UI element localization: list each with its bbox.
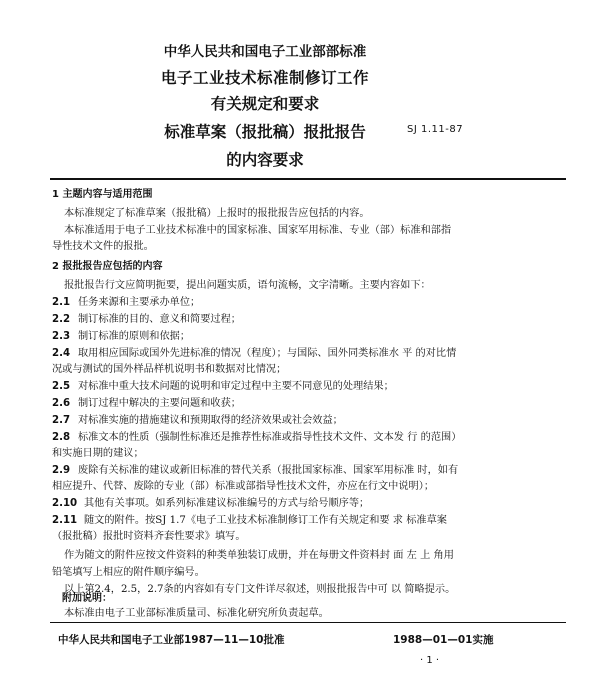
item-number: 2.1: [52, 297, 71, 308]
list-item-cont: [52, 480, 434, 493]
item-text: 制订标准的目的、意义和简要过程；: [78, 314, 241, 325]
list-item: [52, 514, 447, 527]
item-number: 2.9: [52, 465, 71, 476]
list-item: [52, 431, 461, 444]
footer-rule: [50, 622, 566, 623]
item-number: 2.6: [52, 398, 71, 409]
item-text: 况或与测试的国外样品样机说明书和数据对比情况；: [52, 364, 287, 375]
item-text: 制订标准的原则和依据；: [78, 331, 191, 342]
item-text: 取用相应国际或国外先进标准的情况（程度）；与国际、国外同类标准水 平 的对比情: [78, 348, 457, 359]
section-2-intro: 报批报告行文应简明扼要，提出问题实质，语句流畅，文字清晰。主要内容如下：: [64, 280, 431, 291]
note-2: 以上第2.4，2.5，2.7条的内容如有专门文件详尽叙述，则报批报告中可 以 简略提示。: [64, 584, 456, 595]
page-number: · 1 ·: [420, 655, 440, 666]
section-1-para-2-cont: 导性技术文件的报批。: [52, 241, 154, 252]
list-item: [52, 313, 241, 326]
list-item: [52, 380, 394, 393]
list-item: [52, 330, 190, 343]
section-1-heading: 1 主题内容与适用范围: [52, 189, 153, 200]
approval-statement: 中华人民共和国电子工业部1987—11—10批准: [58, 634, 285, 646]
title-line-3: 标准草案（报批稿）报批报告: [164, 123, 366, 141]
item-text: 对标准中重大技术问题的说明和审定过程中主要不同意见的处理结果；: [78, 381, 394, 392]
section-1-para-2: 本标准适用于电子工业技术标准中的国家标准、国家军用标准、专业（部）标准和部指: [64, 225, 452, 236]
item-text: 制订过程中解决的主要问题和收获；: [78, 398, 241, 409]
appendix-text: 本标准由电子工业部标准质量司、标准化研究所负责起草。: [64, 608, 329, 619]
header-rule: [50, 178, 566, 180]
title-line-2: 有关规定和要求: [210, 95, 320, 113]
title-line-4: 的内容要求: [226, 151, 304, 169]
item-number: 2.4: [52, 348, 71, 359]
item-text: 和实施日期的建议；: [52, 448, 144, 459]
list-item: [52, 464, 458, 477]
item-number: 2.10: [52, 498, 78, 509]
item-text: 任务来源和主要承办单位；: [78, 297, 201, 308]
item-text: 其他有关事项。如系列标准建议标准编号的方式与给号顺序等；: [84, 498, 370, 509]
item-number: 2.8: [52, 432, 71, 443]
list-item: [52, 296, 200, 309]
item-number: 2.7: [52, 415, 71, 426]
list-item-cont: [52, 363, 286, 376]
item-number: 2.5: [52, 381, 71, 392]
appendix-heading: 附加说明：: [62, 593, 112, 604]
item-number: 2.11: [52, 515, 78, 526]
implementation-date: 1988—01—01实施: [393, 634, 494, 646]
list-item: [52, 414, 343, 427]
standard-code: SJ 1.11-87: [407, 124, 464, 135]
item-text: （报批稿）报批时资料齐套性要求》填写。: [52, 531, 246, 542]
note-1: 作为随文的附件应按文件资料的种类单独装订成册，并在每册文件资料封 面 左 上 角用: [64, 550, 454, 561]
list-item: [52, 397, 241, 410]
note-1-cont: 铅笔填写上相应的附件顺序编号。: [52, 567, 205, 578]
item-text: 废除有关标准的建议或新旧标准的替代关系（报批国家标准、国家军用标准 时，如有: [78, 465, 459, 476]
item-text: 对标准实施的措施建议和预期取得的经济效果或社会效益；: [78, 415, 343, 426]
item-text: 相应提升、代替、废除的专业（部）标准或部指导性技术文件，亦应在行文中说明）；: [52, 481, 435, 492]
list-item: [52, 347, 456, 360]
title-line-1: 电子工业技术标准制修订工作: [160, 69, 369, 87]
issuer-line: 中华人民共和国电子工业部部标准: [163, 44, 367, 60]
list-item-cont: [52, 447, 144, 460]
item-text: 随文的附件。按SJ 1.7《电子工业技术标准制修订工作有关规定和要 求 标准草案: [84, 515, 447, 526]
item-number: 2.2: [52, 314, 71, 325]
list-item-cont: [52, 530, 246, 543]
list-item: [52, 497, 369, 510]
item-text: 标准文本的性质（强制性标准还是推荐性标准或指导性技术文件、文本发 行 的范围）: [78, 432, 462, 443]
item-number: 2.3: [52, 331, 71, 342]
section-2-heading: 2 报批报告应包括的内容: [52, 261, 163, 272]
section-1-para-1: 本标准规定了标准草案（报批稿）上报时的报批报告应包括的内容。: [64, 208, 370, 219]
